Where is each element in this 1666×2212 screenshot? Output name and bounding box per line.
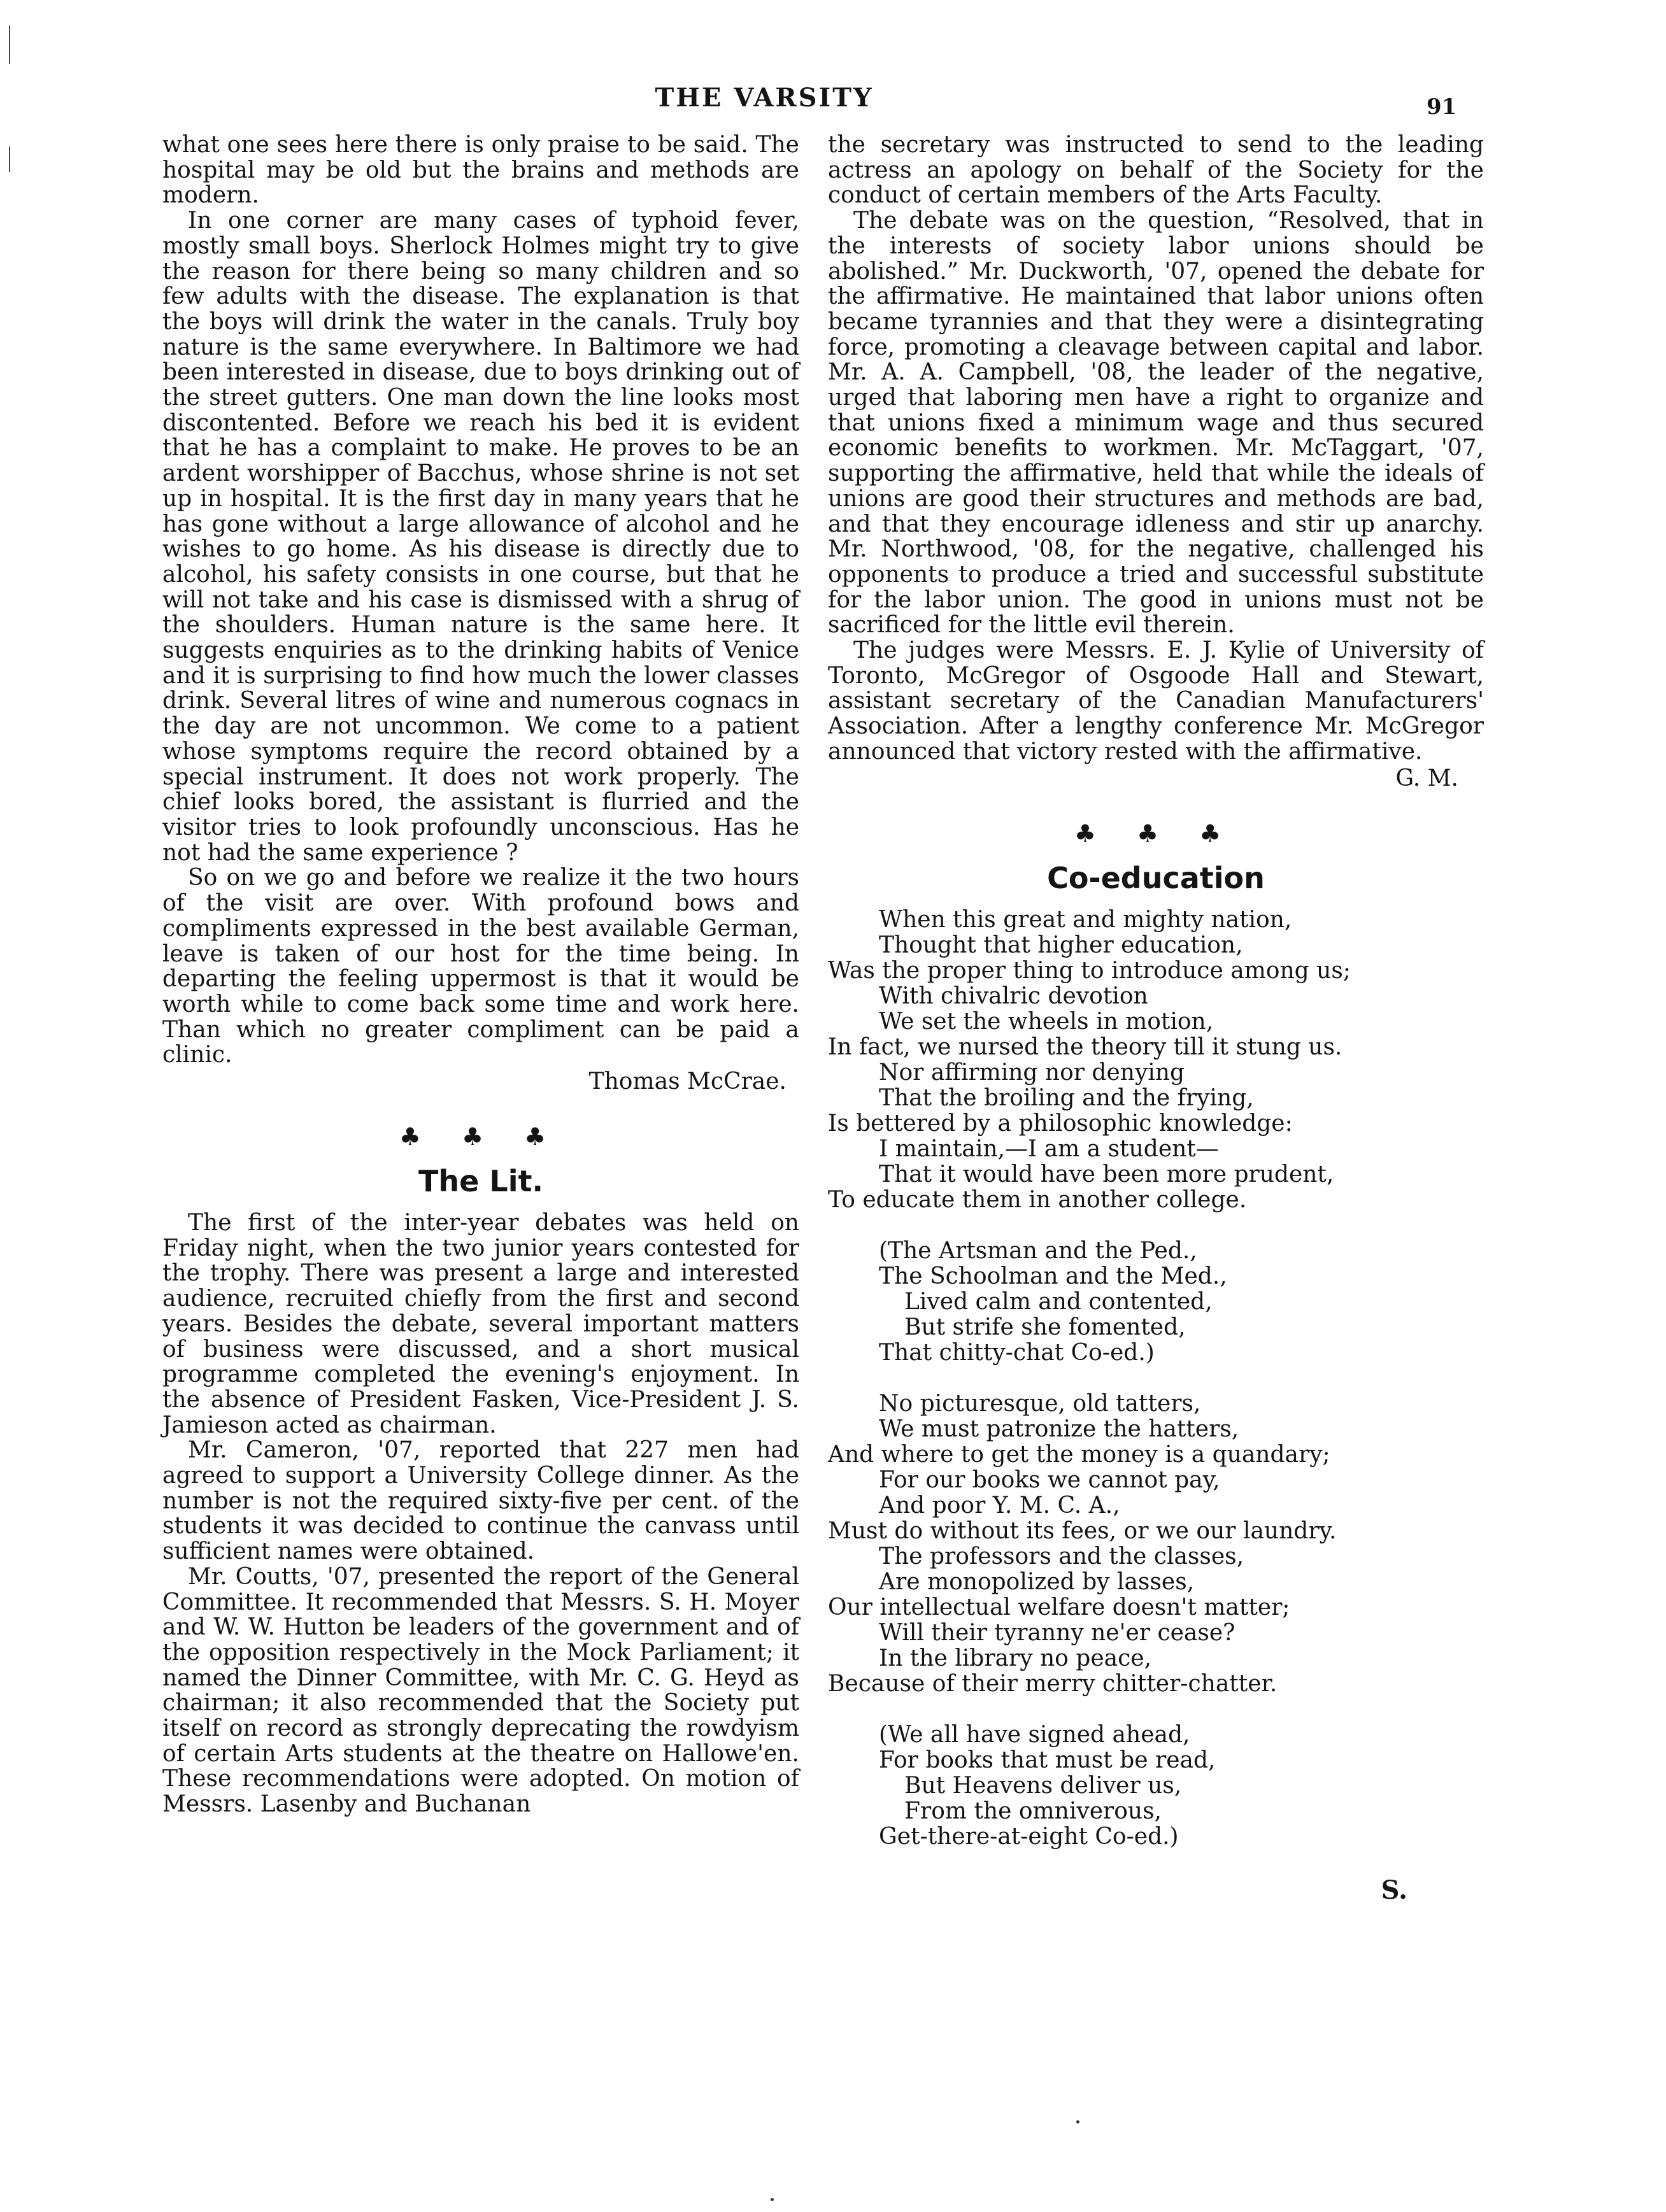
poem-line: To educate them in another college. <box>828 1186 1247 1213</box>
poem-line: I maintain,—I am a student— <box>879 1135 1219 1162</box>
lit-article <box>162 1210 799 1817</box>
club-ornament: ♣ ♣ ♣ <box>399 1123 563 1151</box>
poem-line: Must do without its fees, or we our laundry. <box>828 1517 1337 1544</box>
poem-line: Get-there-at-eight Co-ed.) <box>879 1823 1179 1850</box>
poem-line: That it would have been more prudent, <box>879 1161 1334 1188</box>
article-paragraph: The judges were Messrs. E. J. Kylie of University of Toronto, McGregor of Osgoode Hall and Stewart, assistant secretary of the Canadian Manufacturers' Association. After a lengthy conference Mr. McGregor announced that victory rested with the affirmative. <box>828 637 1484 765</box>
article-paragraph: The debate was on the question, “Resolved, that in the interests of society labor unions should be abolished.” Mr. Duckworth, '07, opened the debate for the affirmative. He maintained that labor unions often became tyrannies and that they were a disintegrating force, promoting a cleavage between capital and labor. Mr. A. A. Campbell, '08, the leader of the negative, urged that laboring men have a right to organize and that unions fixed a minimum wage and thus secured economic benefits to workmen. Mr. McTaggart, '07, supporting the affirmative, held that while the ideals of unions are good their structures and methods are bad, and that they encourage idleness and stir up anarchy. Mr. Northwood, '08, for the negative, challenged his opponents to produce a tried and successful substitute for the labor union. The good in unions must not be sacrificed for the little evil therein. <box>828 208 1484 639</box>
poem-line: Are monopolized by lasses, <box>879 1568 1195 1595</box>
poem-signature: S. <box>1381 1875 1407 1905</box>
print-speck <box>1076 2120 1079 2123</box>
author-signature: G. M. <box>1395 765 1458 791</box>
poem-line: In fact, we nursed the theory till it stung us. <box>828 1033 1342 1060</box>
poem-line: But Heavens deliver us, <box>904 1772 1182 1799</box>
poem-line: That the broiling and the frying, <box>879 1084 1254 1111</box>
article-paragraph: In one corner are many cases of typhoid fever, mostly small boys. Sherlock Holmes might try to give the reason for there being so many children and so few adults with the disease. The explanation is that the boys will drink the water in the canals. Truly boy nature is the same everywhere. In Baltimore we had been interested in disease, due to boys drinking out of the street gutters. One man down the line looks most discontented. Before we reach his bed it is evident that he has a complaint to make. He proves to be an ardent worshipper of Bacchus, whose shrine is not set up in hospital. It is the first day in many years that he has gone without a large allowance of alcohol and he wishes to go home. As his disease is directly due to alcohol, his safety consists in one course, but that he will not take and his case is dismissed with a shrug of the shoulders. Human nature is the same here. It suggests enquiries as to the drinking habits of Venice and it is surprising to find how much the lower classes drink. Several litres of wine and numerous cognacs in the day are not uncommon. We come to a patient whose symptoms require the record obtained by a special instrument. It does not work properly. The chief looks bored, the assistant is flurried and the visitor tries to look profoundly unconscious. Has he not had the same experience ? <box>162 208 799 866</box>
poem <box>828 907 1484 1850</box>
poem-title: Co-education <box>1047 860 1265 895</box>
club-ornament: ♣ ♣ ♣ <box>1074 819 1238 847</box>
poem-line: And poor Y. M. C. A., <box>879 1492 1120 1519</box>
poem-line: The professors and the classes, <box>879 1543 1244 1570</box>
poem-line: That chitty-chat Co-ed.) <box>879 1339 1155 1366</box>
poem-line: Our intellectual welfare doesn't matter; <box>828 1594 1290 1620</box>
poem-line: Will their tyranny ne'er cease? <box>879 1619 1235 1646</box>
page-edge-mark <box>9 146 10 172</box>
article-paragraph: the secretary was instructed to send to the leading actress an apology on behalf of the Society for the conduct of certain members of the Arts Faculty. <box>828 132 1484 209</box>
poem-stanza <box>828 1391 1484 1697</box>
page-number: 91 <box>1427 94 1457 120</box>
poem-line: No picturesque, old tatters, <box>879 1390 1201 1417</box>
poem-line: From the omniverous, <box>904 1797 1162 1824</box>
page-header: THE VARSITY <box>655 83 874 113</box>
poem-line: Thought that higher education, <box>879 932 1243 958</box>
article-paragraph: Mr. Cameron, '07, reported that 227 men had agreed to support a University College dinner. As the number is not the required sixty-five per cent. of the students it was decided to continue the canvass until sufficient names were obtained. <box>162 1437 799 1565</box>
section-title-the-lit: The Lit. <box>418 1164 543 1199</box>
poem-line: When this great and mighty nation, <box>879 906 1292 933</box>
poem-stanza <box>828 907 1484 1213</box>
poem-line: For books that must be read, <box>879 1747 1216 1773</box>
poem-line: We set the wheels in motion, <box>879 1008 1214 1035</box>
poem-line: For our books we cannot pay, <box>879 1466 1220 1493</box>
poem-line: But strife she fomented, <box>904 1314 1186 1340</box>
poem-line: Because of their merry chitter-chatter. <box>828 1670 1278 1697</box>
poem-line: Was the proper thing to introduce among us; <box>828 957 1351 984</box>
clinic-article <box>162 132 799 1068</box>
poem-line: And where to get the money is a quandary; <box>828 1441 1330 1468</box>
poem-line: Is bettered by a philosophic knowledge: <box>828 1110 1293 1137</box>
article-paragraph: what one sees here there is only praise to be said. The hospital may be old but the brains and methods are modern. <box>162 132 799 209</box>
poem-line: Nor affirming nor denying <box>879 1059 1185 1086</box>
article-paragraph: So on we go and before we realize it the two hours of the visit are over. With profound bows and compliments expressed in the best available German, leave is taken of our host for the time being. In departing the feeling uppermost is that it would be worth while to come back some time and work here. Than which no greater compliment can be paid a clinic. <box>162 865 799 1068</box>
article-paragraph: Mr. Coutts, '07, presented the report of the General Committee. It recommended that Messrs. S. H. Moyer and W. W. Hutton be leaders of the government and of the opposition respectively in the Mock Parliament; it named the Dinner Committee, with Mr. C. G. Heyd as chairman; it also recommended that the Society put itself on record as strongly deprecating the rowdyism of certain Arts students at the theatre on Hallowe'en. These recommendations were adopted. On motion of Messrs. Lasenby and Buchanan <box>162 1563 799 1818</box>
poem-line: (We all have signed ahead, <box>879 1721 1190 1748</box>
poem-line: We must patronize the hatters, <box>879 1415 1239 1442</box>
print-speck <box>771 2198 774 2201</box>
poem-line: With chivalric devotion <box>879 982 1148 1009</box>
poem-line: In the library no peace, <box>879 1645 1152 1671</box>
poem-stanza <box>828 1238 1484 1366</box>
left-column <box>162 132 799 1817</box>
lit-article-continued <box>828 132 1484 765</box>
article-paragraph: The first of the inter-year debates was held on Friday night, when the two junior years contested for the trophy. There was present a large and interested audience, recruited chiefly from the first and second years. Besides the debate, several important matters of business were discussed, and a short musical programme completed the evening's enjoyment. In the absence of President Fasken, Vice-President J. S. Jamieson acted as chairman. <box>162 1210 799 1438</box>
poem-line: (The Artsman and the Ped., <box>879 1237 1197 1264</box>
author-signature: Thomas McCrae. <box>588 1068 787 1095</box>
poem-line: Lived calm and contented, <box>904 1288 1213 1315</box>
poem-stanza <box>828 1722 1484 1850</box>
page-edge-mark <box>9 25 10 64</box>
right-column <box>828 132 1484 1905</box>
poem-line: The Schoolman and the Med., <box>879 1263 1227 1289</box>
